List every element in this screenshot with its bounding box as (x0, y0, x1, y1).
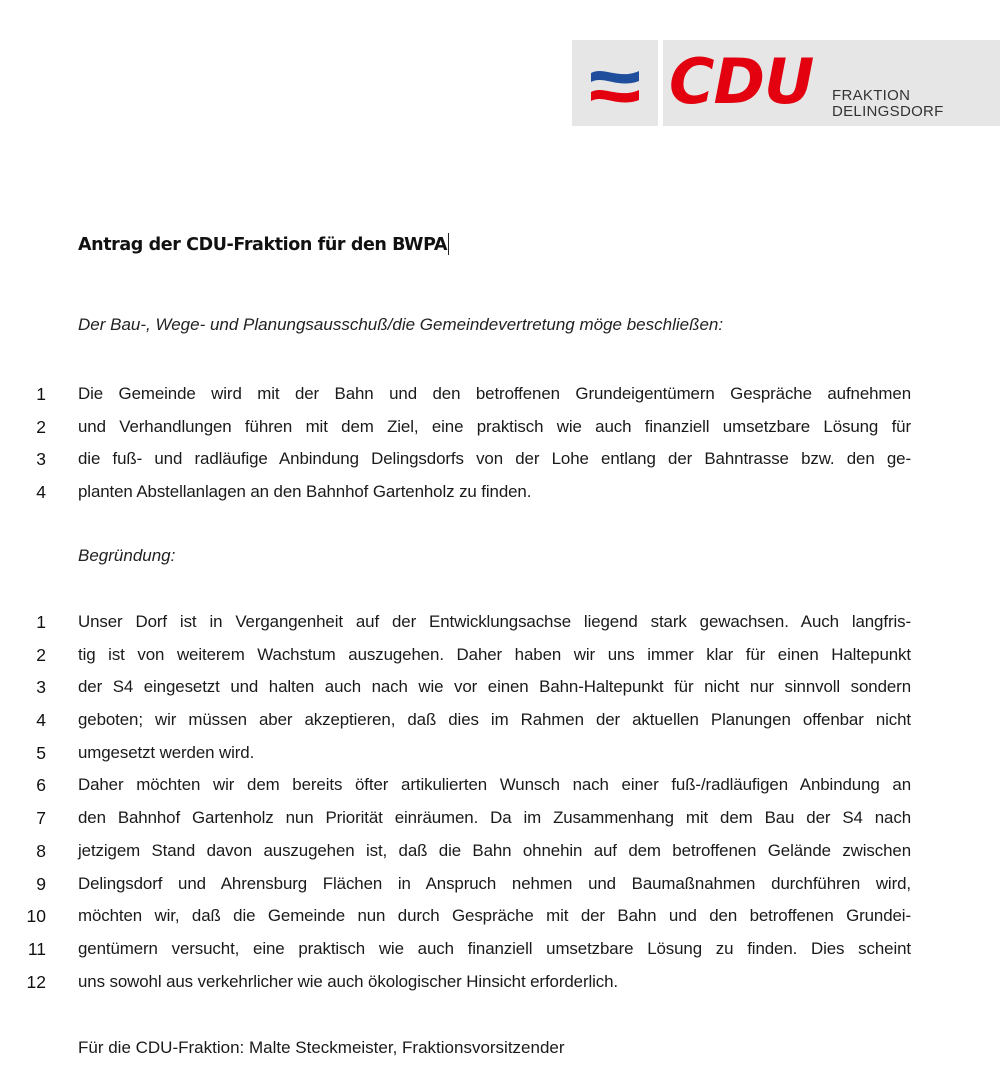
line-number: 6 (36, 775, 46, 796)
text-line (0, 606, 1000, 639)
text-line (0, 769, 1000, 802)
line-text: jetzigem Stand davon auszugehen ist, daß die Bahn ohnehin auf dem betroffenen Gelände zwischen (78, 840, 911, 860)
text-line (0, 933, 1000, 966)
line-number: 5 (36, 742, 46, 763)
text-line (0, 704, 1000, 737)
reason-heading: Begründung: (78, 546, 176, 565)
line-number: 9 (36, 873, 46, 894)
motion-lines (0, 378, 1000, 509)
text-line (0, 900, 1000, 933)
line-text: Daher möchten wir dem bereits öfter artikulierten Wunsch nach einer fuß-/radläufigen Anbindung an (78, 775, 911, 795)
cdu-logo (663, 40, 1000, 126)
line-text: und Verhandlungen führen mit dem Ziel, eine praktisch wie auch finanziell umsetzbare Lösung für (78, 416, 911, 436)
line-number: 1 (36, 612, 46, 632)
line-text: tig ist von weiterem Wachstum auszugehen. Daher haben wir uns immer klar für einen Haltepunkt (78, 644, 911, 664)
intro-text: Der Bau-, Wege- und Planungsausschuß/die Gemeindevertretung möge beschließen: (78, 315, 724, 334)
logo-flag-box (572, 40, 658, 126)
text-line (0, 802, 1000, 835)
text-line (0, 966, 1000, 999)
logo-subtitle (832, 88, 944, 120)
flag-stripe-red (591, 90, 639, 103)
line-number: 2 (36, 416, 46, 437)
line-text: den Bahnhof Gartenholz nun Priorität einräumen. Da im Zusammenhang mit dem Bau der S4 nach (78, 808, 911, 828)
text-line (0, 737, 1000, 770)
line-number: 4 (36, 482, 46, 503)
text-line (0, 378, 1000, 411)
logo-subtitle-line1: FRAKTION (832, 87, 911, 104)
text-line (0, 868, 1000, 901)
line-number: 4 (36, 710, 46, 731)
logo-subtitle-line2: DELINGSDORF (832, 103, 944, 120)
text-cursor (448, 233, 449, 255)
line-number: 7 (36, 808, 46, 829)
line-text: der S4 eingesetzt und halten auch nach wie vor einen Bahn-Haltepunkt für nicht nur sinnvoll sondern (78, 677, 911, 697)
flag-icon (589, 67, 641, 107)
text-line (0, 639, 1000, 672)
line-number: 10 (26, 906, 46, 927)
line-number: 11 (27, 938, 46, 959)
signature: Für die CDU-Fraktion: Malte Steckmeister, Fraktionsvorsitzender (78, 1038, 565, 1057)
line-text: umgesetzt werden wird. (78, 742, 255, 762)
line-text: möchten wir, daß die Gemeinde nun durch Gespräche mit der Bahn und den betroffenen Grundei- (78, 906, 911, 926)
cdu-wordmark: CDU (669, 45, 814, 118)
line-number: 3 (36, 677, 46, 698)
flag-stripe-blue (591, 71, 639, 84)
line-number: 1 (36, 384, 46, 404)
text-line (0, 476, 1000, 509)
line-text: planten Abstellanlagen an den Bahnhof Gartenholz zu finden. (78, 482, 532, 502)
document-title-text: Antrag der CDU-Fraktion für den BWPA (78, 235, 448, 255)
line-text: geboten; wir müssen aber akzeptieren, daß dies im Rahmen der aktuellen Planungen offenbar nicht (78, 710, 911, 730)
line-number: 3 (36, 449, 46, 470)
text-line (0, 835, 1000, 868)
text-line (0, 443, 1000, 476)
line-number: 8 (36, 840, 46, 861)
reason-lines (0, 606, 1000, 998)
text-line (0, 671, 1000, 704)
line-text: die fuß- und radläufige Anbindung Delingsdorfs von der Lohe entlang der Bahntrasse bzw. den ge- (78, 449, 911, 469)
document-title (78, 233, 449, 255)
line-number: 12 (26, 971, 46, 992)
text-line (0, 411, 1000, 444)
line-text: Unser Dorf ist in Vergangenheit auf der Entwicklungsachse liegend stark gewachsen. Auch langfris- (78, 612, 911, 631)
line-text: Delingsdorf und Ahrensburg Flächen in Anspruch nehmen und Baumaßnahmen durchführen wird, (78, 873, 911, 893)
line-text: Die Gemeinde wird mit der Bahn und den betroffenen Grundeigentümern Gespräche aufnehmen (78, 384, 911, 403)
line-text: gentümern versucht, eine praktisch wie auch finanziell umsetzbare Lösung zu finden. Dies scheint (78, 938, 911, 958)
line-number: 2 (36, 644, 46, 665)
line-text: uns sowohl aus verkehrlicher wie auch ökologischer Hinsicht erforderlich. (78, 971, 619, 991)
